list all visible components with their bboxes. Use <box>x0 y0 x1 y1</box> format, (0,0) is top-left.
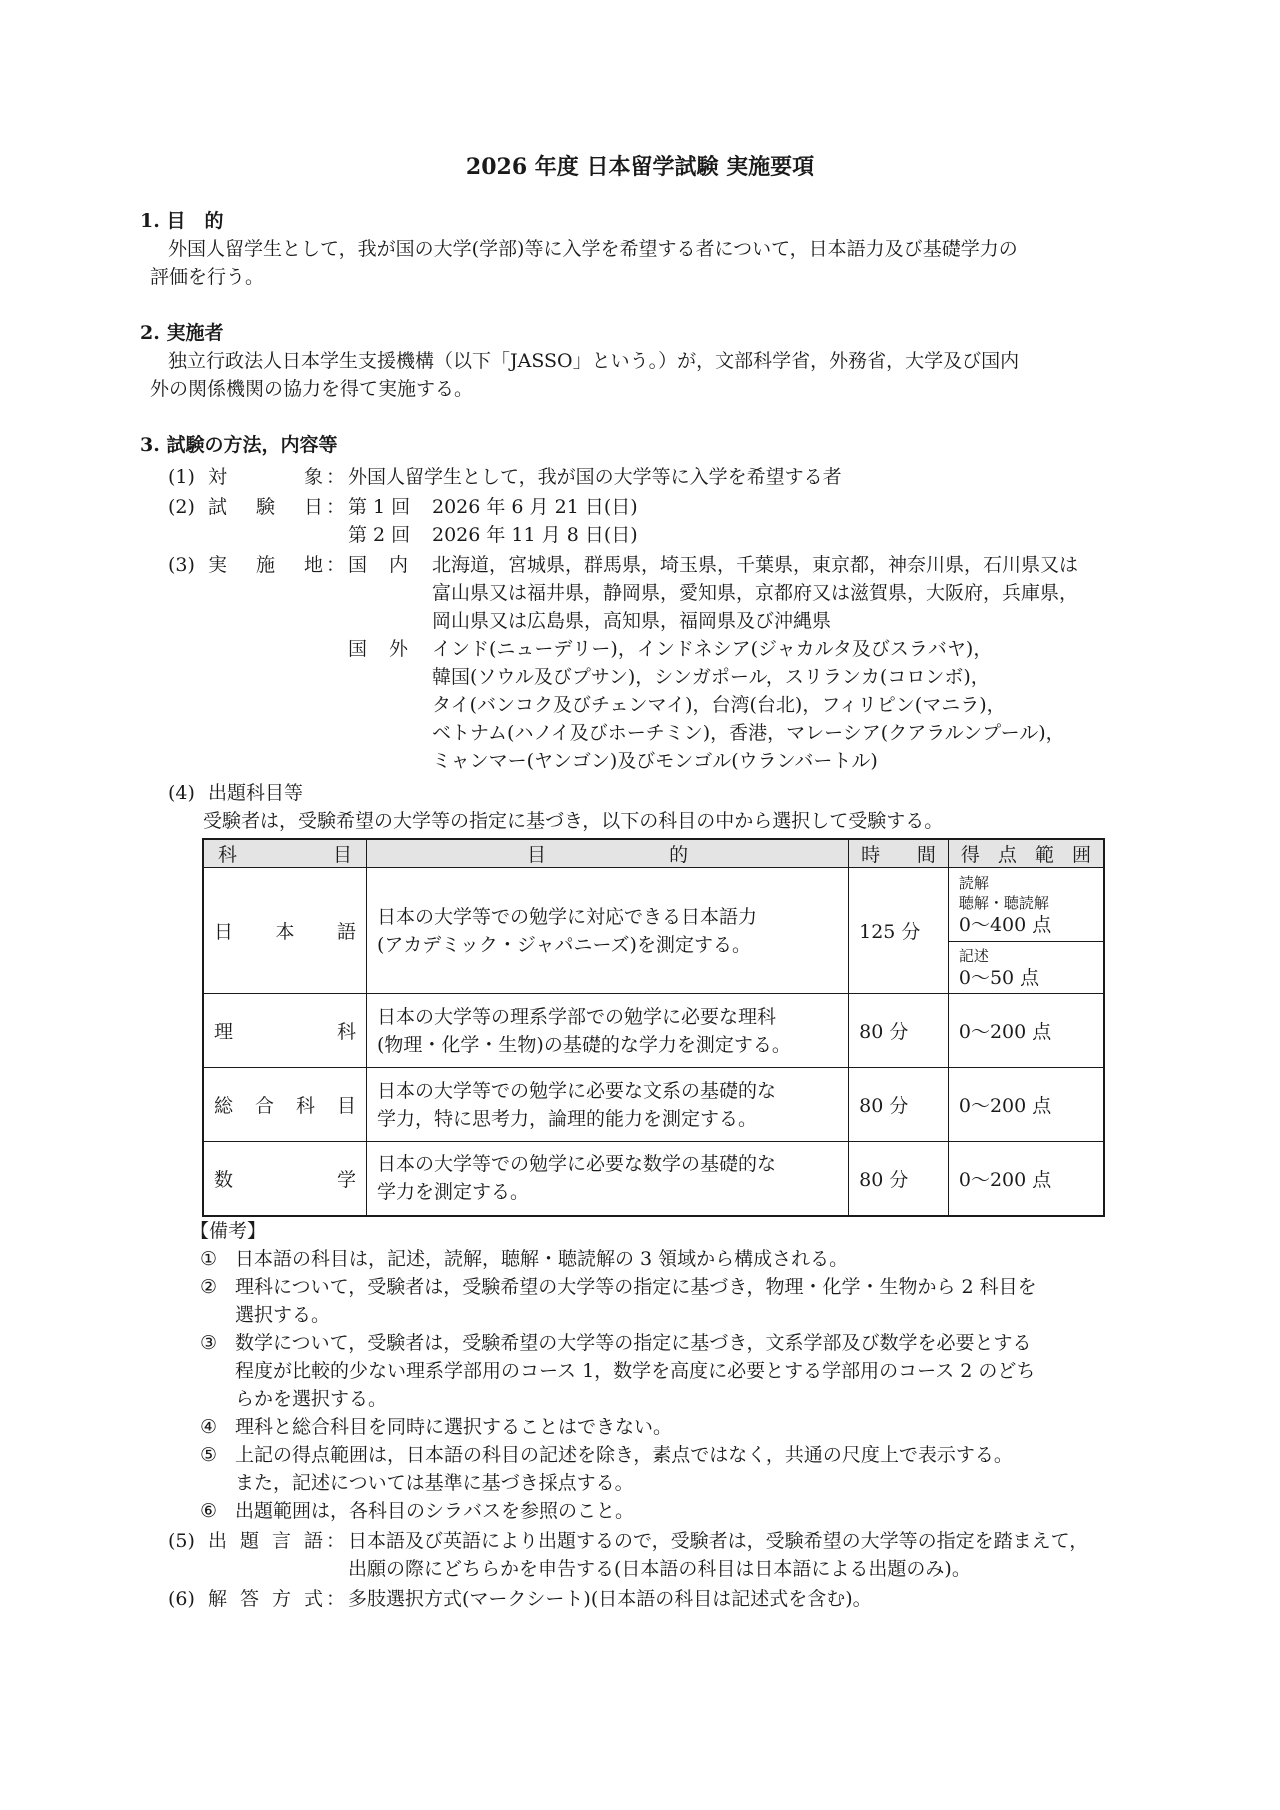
section-2-heading: 2. 実施者 <box>140 322 224 344</box>
japanese-time: 125 分 <box>849 868 949 994</box>
item-5-line-1: 日本語及び英語により出題するので，受験者は，受験希望の大学等の指定を踏まえて， <box>348 1530 1089 1552</box>
japanese-score-reading: 読解 聴解・聴読解 0～400 点 <box>948 868 1104 942</box>
overseas-line-2: 韓国(ソウル及びプサン)，シンガポール，スリランカ(コロンボ)， <box>432 666 990 688</box>
domestic-label: 国 内 <box>348 554 408 576</box>
science-time: 80 分 <box>849 994 949 1068</box>
header-time: 時 間 <box>849 839 949 868</box>
exam-date-2: 2026 年 11 月 8 日(日) <box>432 524 638 546</box>
note-2-line-2: 選択する。 <box>235 1304 331 1326</box>
note-5-mark: ⑤ <box>200 1444 218 1466</box>
note-2-mark: ② <box>200 1276 218 1298</box>
math-purpose: 日本の大学等での勉学に必要な数学の基礎的な 学力を測定する。 <box>367 1142 849 1216</box>
exam-round-1: 第 1 回 <box>348 496 411 518</box>
note-3-line-3: らかを選択する。 <box>235 1388 388 1410</box>
item-2-colon: ： <box>326 496 346 518</box>
table-row-science <box>203 994 1104 1068</box>
item-1-text: 外国人留学生として，我が国の大学等に入学を希望する者 <box>348 466 842 488</box>
exam-round-2: 第 2 回 <box>348 524 411 546</box>
science-score: 0～200 点 <box>948 994 1104 1068</box>
domestic-line-1: 北海道，宮城県，群馬県，埼玉県，千葉県，東京都，神奈川県，石川県又は <box>432 554 1079 576</box>
section-1-heading: 1. 目 的 <box>140 210 224 232</box>
note-6-mark: ⑥ <box>200 1500 218 1522</box>
note-2-line-1: 理科について，受験者は，受験希望の大学等の指定に基づき，物理・化学・生物から 2 科目を <box>235 1276 1037 1298</box>
math-time: 80 分 <box>849 1142 949 1216</box>
overseas-line-3: タイ(バンコク及びチェンマイ)，台湾(台北)，フィリピン(マニラ)， <box>432 694 1006 716</box>
item-5-line-2: 出願の際にどちらかを申告する(日本語の科目は日本語による出題のみ)。 <box>348 1558 971 1580</box>
item-4-label: (4) 出題科目等 <box>168 782 304 804</box>
subjects-table <box>202 838 1105 1217</box>
table-row-general <box>203 1068 1104 1142</box>
note-4-line-1: 理科と総合科目を同時に選択することはできない。 <box>235 1416 673 1438</box>
item-4-intro: 受験者は，受験希望の大学等の指定に基づき，以下の科目の中から選択して受験する。 <box>203 810 944 832</box>
note-4-mark: ④ <box>200 1416 218 1438</box>
general-purpose: 日本の大学等での勉学に必要な文系の基礎的な 学力，特に思考力，論理的能力を測定する。 <box>367 1068 849 1142</box>
header-score: 得 点 範 囲 <box>948 839 1104 868</box>
header-subject: 科 目 <box>203 839 367 868</box>
general-time: 80 分 <box>849 1068 949 1142</box>
section-3-heading: 3. 試験の方法，内容等 <box>140 434 338 456</box>
table-row-japanese <box>203 868 1104 942</box>
science-purpose: 日本の大学等の理系学部での勉学に必要な理科 (物理・化学・生物)の基礎的な学力を測定する。 <box>367 994 849 1068</box>
note-5-line-1: 上記の得点範囲は，日本語の科目の記述を除き，素点ではなく，共通の尺度上で表示する。 <box>235 1444 1013 1466</box>
math-subject: 数 学 <box>203 1142 367 1216</box>
item-5-label: (5) 出 題 言 語 <box>168 1530 323 1552</box>
japanese-purpose: 日本の大学等での勉学に対応できる日本語力 (アカデミック・ジャパニーズ)を測定する。 <box>367 868 849 994</box>
note-3-mark: ③ <box>200 1332 218 1354</box>
section-1-line-1: 外国人留学生として，我が国の大学(学部)等に入学を希望する者について，日本語力及び基礎学力の <box>168 238 1018 260</box>
header-purpose: 目 的 <box>367 839 849 868</box>
item-6-text: 多肢選択方式(マークシート)(日本語の科目は記述式を含む)。 <box>348 1588 872 1610</box>
document-title: 2026 年度 日本留学試験 実施要項 <box>465 154 815 180</box>
overseas-label: 国 外 <box>348 638 408 660</box>
note-1-line-1: 日本語の科目は，記述，読解，聴解・聴読解の 3 領域から構成される。 <box>235 1248 849 1270</box>
item-5-colon: ： <box>326 1530 346 1552</box>
item-1-colon: ： <box>326 466 346 488</box>
item-3-label: (3) 実 施 地 <box>168 554 323 576</box>
item-3-colon: ： <box>326 554 346 576</box>
table-row-math <box>203 1142 1104 1216</box>
note-3-line-2: 程度が比較的少ない理系学部用のコース 1，数学を高度に必要とする学部用のコース 2 のどち <box>235 1360 1036 1382</box>
note-6-line-1: 出題範囲は，各科目のシラバスを参照のこと。 <box>235 1500 635 1522</box>
note-1-mark: ① <box>200 1248 218 1270</box>
general-subject: 総 合 科 目 <box>203 1068 367 1142</box>
overseas-line-5: ミャンマー(ヤンゴン)及びモンゴル(ウランバートル) <box>432 750 878 772</box>
general-score: 0～200 点 <box>948 1068 1104 1142</box>
item-6-colon: ： <box>326 1588 346 1610</box>
note-3-line-1: 数学について，受験者は，受験希望の大学等の指定に基づき，文系学部及び数学を必要とする <box>235 1332 1032 1354</box>
japanese-subject: 日 本 語 <box>203 868 367 994</box>
section-2-line-1: 独立行政法人日本学生支援機構（以下「JASSO」という。）が，文部科学省，外務省，大学及び国内 <box>168 350 1020 372</box>
table-header-row <box>203 839 1104 868</box>
science-subject: 理 科 <box>203 994 367 1068</box>
note-5-line-2: また，記述については基準に基づき採点する。 <box>235 1472 634 1494</box>
overseas-line-4: ベトナム(ハノイ及びホーチミン)，香港，マレーシア(クアラルンプール)， <box>432 722 1065 744</box>
item-2-label: (2) 試 験 日 <box>168 496 323 518</box>
section-1-line-2: 評価を行う。 <box>150 266 265 288</box>
domestic-line-2: 富山県又は福井県，静岡県，愛知県，京都府又は滋賀県，大阪府，兵庫県， <box>432 582 1079 604</box>
section-2-line-2: 外の関係機関の協力を得て実施する。 <box>150 378 474 400</box>
overseas-line-1: インド(ニューデリー)，インドネシア(ジャカルタ及びスラバヤ)， <box>432 638 993 660</box>
math-score: 0～200 点 <box>948 1142 1104 1216</box>
exam-date-1: 2026 年 6 月 21 日(日) <box>432 496 638 518</box>
notes-heading: 【備考】 <box>190 1220 267 1242</box>
domestic-line-3: 岡山県又は広島県，高知県，福岡県及び沖縄県 <box>432 610 832 632</box>
item-1-label: (1) 対 象 <box>168 466 323 488</box>
japanese-score-writing: 記述 0～50 点 <box>948 942 1104 994</box>
item-6-label: (6) 解 答 方 式 <box>168 1588 323 1610</box>
